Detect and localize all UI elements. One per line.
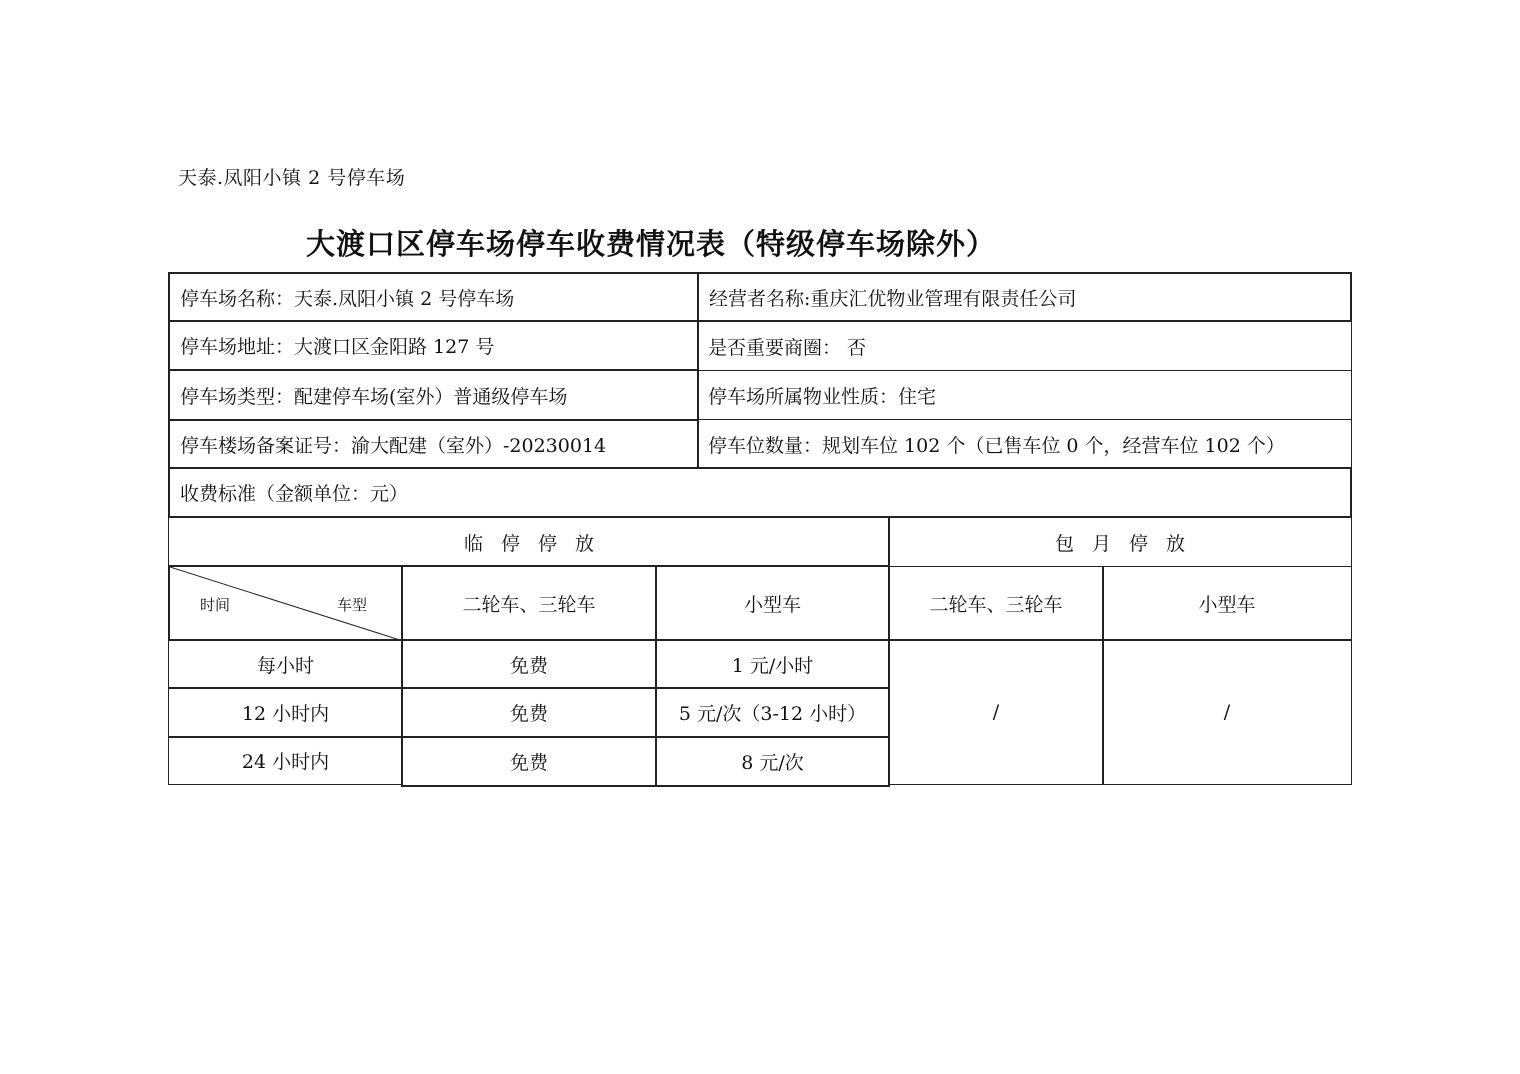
monthly-col-header-two-three-wheel xyxy=(888,566,1104,641)
fee-standard-cell xyxy=(168,467,1352,518)
row-small-value: 1 元/小时 xyxy=(731,654,814,677)
row-small-value: 8 元/次 xyxy=(741,752,804,774)
table-row-two-three xyxy=(401,736,657,787)
page-title: 大渡口区停车场停车收费情况表（特级停车场除外） xyxy=(306,227,997,261)
col-two-three-wheel-label: 二轮车、三轮车 xyxy=(462,593,596,616)
col-header-two-three-wheel xyxy=(401,565,657,641)
lot-name-header: 天泰.凤阳小镇 2 号停车场 xyxy=(178,167,406,189)
table-row-small xyxy=(655,736,890,787)
lot-name-cell xyxy=(168,272,699,322)
monthly-small-cell xyxy=(1102,639,1352,785)
temp-parking-header xyxy=(168,517,890,567)
operator-cell xyxy=(697,272,1352,322)
space-count-cell xyxy=(697,419,1352,469)
col-small-car-label: 小型车 xyxy=(743,593,801,616)
lot-type-cell xyxy=(168,369,699,421)
row-two-three-value: 免费 xyxy=(509,654,548,677)
key-district-text: 是否重要商圈： 否 xyxy=(708,336,867,359)
temp-parking-label: 临停停放 xyxy=(463,532,612,555)
row-two-three-value: 免费 xyxy=(509,752,548,774)
corner-type-label: 车型 xyxy=(337,596,368,614)
table-row-time xyxy=(168,736,403,785)
corner-time-label: 时间 xyxy=(200,596,231,614)
monthly-two-three-value: / xyxy=(992,701,1000,723)
monthly-col-two-three-wheel-label: 二轮车、三轮车 xyxy=(929,594,1063,616)
table-row-two-three xyxy=(401,639,657,689)
corner-header-cell xyxy=(168,565,403,641)
row-small-value: 5 元/次（3-12 小时） xyxy=(678,703,867,725)
monthly-parking-label: 包月停放 xyxy=(1054,532,1203,555)
row-time-label: 每小时 xyxy=(256,654,314,677)
row-time-label: 24 小时内 xyxy=(241,751,330,773)
property-nature-text: 停车场所属物业性质：住宅 xyxy=(708,385,937,408)
table-row-time xyxy=(168,639,403,689)
monthly-parking-header xyxy=(888,517,1352,567)
table-row-small xyxy=(655,639,890,689)
table-row-time xyxy=(168,687,403,738)
record-no-text: 停车楼场备案证号：渝大配建（室外）-20230014 xyxy=(180,434,607,457)
monthly-small-value: / xyxy=(1223,701,1231,723)
property-nature-cell xyxy=(697,370,1352,420)
space-count-text: 停车位数量：规划车位 102 个（已售车位 0 个，经营车位 102 个） xyxy=(708,434,1285,457)
lot-name-text: 停车场名称：天泰.凤阳小镇 2 号停车场 xyxy=(180,287,515,310)
lot-type-text: 停车场类型：配建停车场(室外）普通级停车场 xyxy=(180,385,568,408)
fee-standard-text: 收费标准（金额单位：元） xyxy=(180,483,409,505)
monthly-col-header-small-car xyxy=(1102,566,1352,641)
table-row-small xyxy=(655,687,890,738)
key-district-cell xyxy=(697,321,1352,371)
monthly-two-three-cell xyxy=(888,639,1104,785)
address-cell xyxy=(168,320,699,371)
address-text: 停车场地址：大渡口区金阳路 127 号 xyxy=(180,336,495,358)
row-two-three-value: 免费 xyxy=(509,703,548,725)
col-header-small-car xyxy=(655,565,890,641)
table-row-two-three xyxy=(401,687,657,738)
row-time-label: 12 小时内 xyxy=(241,703,330,725)
operator-text: 经营者名称:重庆汇优物业管理有限责任公司 xyxy=(709,287,1077,310)
record-no-cell xyxy=(168,419,699,469)
monthly-col-small-car-label: 小型车 xyxy=(1198,594,1256,616)
